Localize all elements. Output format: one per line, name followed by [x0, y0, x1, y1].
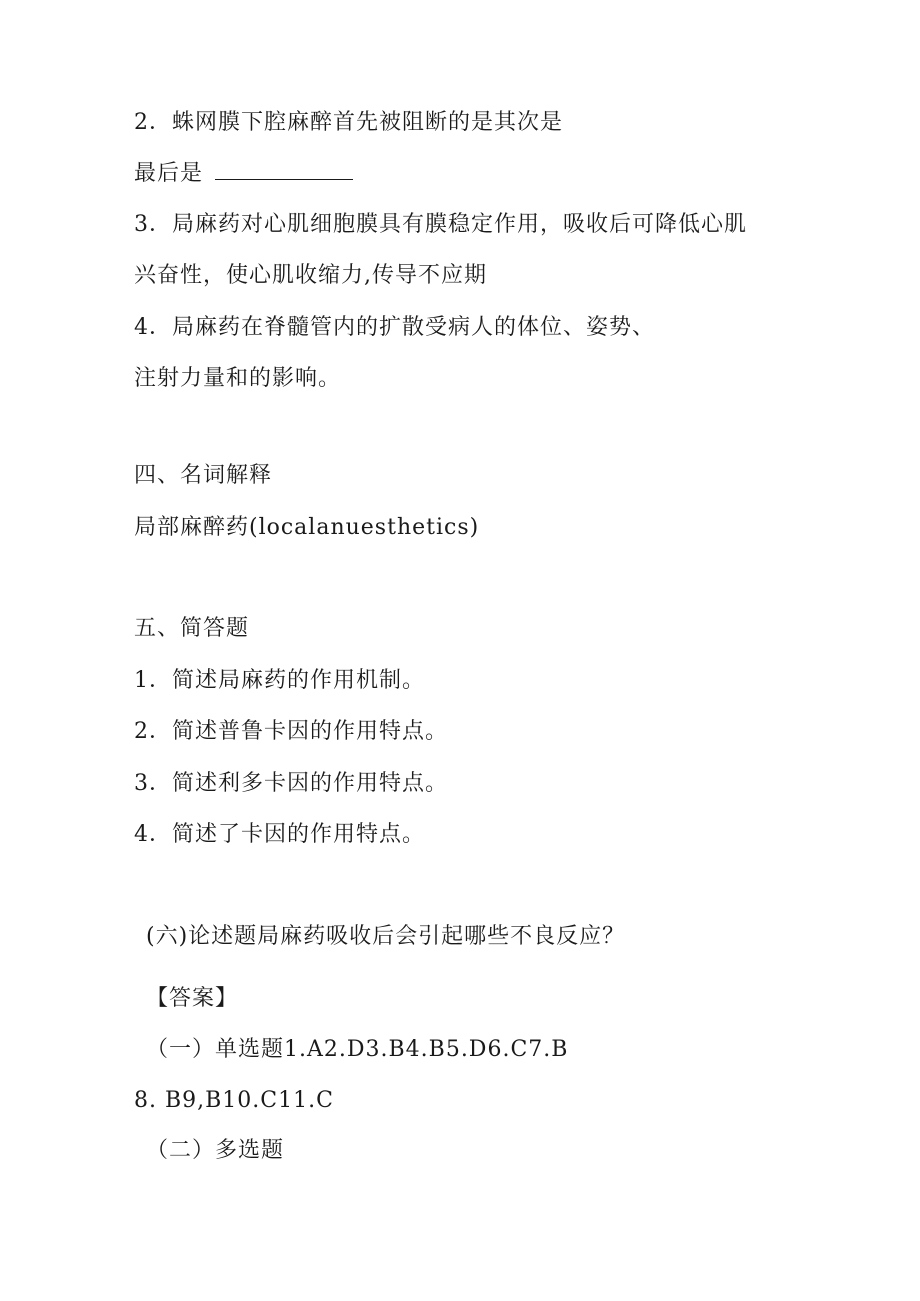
- answer-blank: [215, 161, 353, 180]
- answers-heading: 【答案】: [146, 986, 239, 1011]
- term-local-anesthetics: 局部麻醉药(localanuesthetics): [134, 515, 480, 540]
- section-4-heading: 四、名词解释: [134, 463, 273, 488]
- short-answer-item-1: 1．简述局麻药的作用机制。: [134, 668, 425, 693]
- fill-in-question-2-line2-text: 最后是: [134, 161, 204, 186]
- fill-in-question-4-line2: 注射力量和的影响。: [134, 366, 342, 391]
- section-5-heading: 五、简答题: [134, 616, 250, 641]
- fill-in-question-3-line2: 兴奋性，使心肌收缩力,传导不应期: [134, 263, 487, 288]
- fill-in-question-2-line2: [134, 159, 353, 189]
- fill-in-question-3-line1: 3．局麻药对心肌细胞膜具有膜稳定作用，吸收后可降低心肌: [134, 212, 747, 237]
- single-choice-answers-line2: 8. B9,B10.C11.C: [134, 1088, 334, 1113]
- essay-question: (六)论述题局麻药吸收后会引起哪些不良反应？: [146, 924, 626, 949]
- short-answer-item-4: 4．简述了卡因的作用特点。: [134, 822, 425, 847]
- multi-choice-heading: （二）多选题: [146, 1138, 285, 1163]
- short-answer-item-3: 3．简述利多卡因的作用特点。: [134, 771, 448, 796]
- single-choice-answers-line1: （一）单选题1.A2.D3.B4.B5.D6.C7.B: [146, 1037, 569, 1062]
- fill-in-question-4-line1: 4．局麻药在脊髓管内的扩散受病人的体位、姿势、: [134, 315, 655, 340]
- short-answer-item-2: 2．简述普鲁卡因的作用特点。: [134, 719, 448, 744]
- fill-in-question-2-line1: 2．蛛网膜下腔麻醉首先被阻断的是其次是: [134, 110, 563, 135]
